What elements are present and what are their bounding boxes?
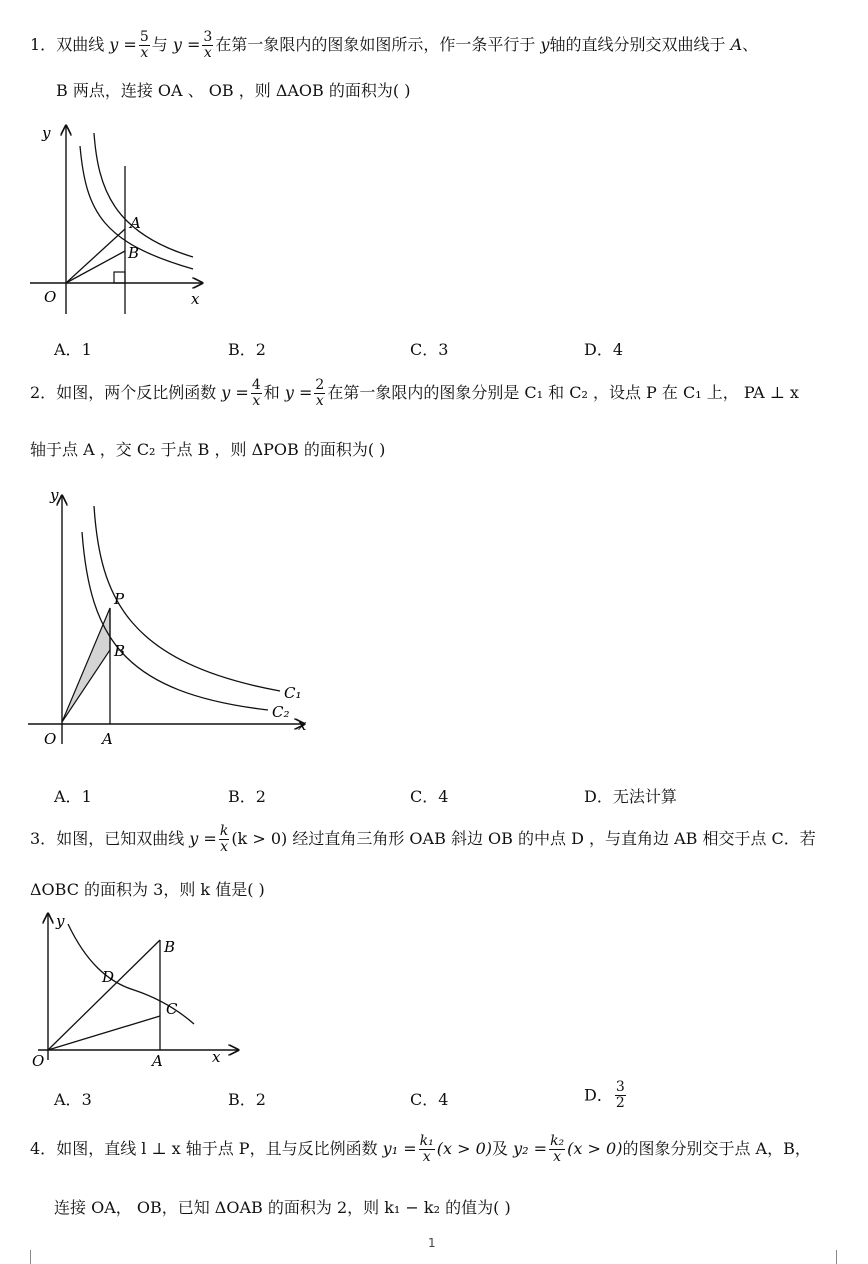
q4-text3: 的图象分别交于点 A，B，	[622, 1139, 811, 1158]
q1-formula1-lhs: y =	[109, 35, 137, 54]
q1-y-var: y	[540, 35, 550, 54]
q1-label-x: x	[191, 290, 200, 308]
q1-option-a[interactable]: A．1	[54, 340, 92, 359]
q4-formula1-fraction: $\frac{\text{k₁}}{x}$	[419, 1133, 434, 1165]
q4-number: 4．	[30, 1139, 57, 1158]
q2-label-y: y	[50, 488, 59, 504]
q1-right-angle-mark	[114, 272, 125, 283]
q1-text4: 轴的直线分别交双曲线于	[549, 35, 726, 54]
footer-left-mark	[30, 1250, 31, 1264]
q1-line2: B 两点，连接 OA 、 OB ，则 ΔAOB 的面积为( )	[56, 81, 411, 100]
q2-label-c2: C₂	[272, 703, 290, 721]
page-number: 1	[428, 1236, 436, 1250]
q2-number: 2．	[30, 383, 57, 402]
q4-line1	[30, 1134, 811, 1165]
q1-formula1-fraction: $\frac{5}{x}$	[139, 29, 149, 61]
q1-curve-5x	[94, 133, 193, 257]
q1-figure	[28, 118, 208, 318]
q2-label-x: x	[298, 716, 307, 734]
q2-option-b[interactable]: B．2	[228, 787, 266, 806]
q1-text-end: 、	[742, 35, 759, 54]
q2-formula2-fraction: $\frac{2}{x}$	[315, 377, 325, 409]
q3-label-b: B	[164, 938, 176, 956]
q2-option-d[interactable]: D．无法计算	[584, 787, 677, 806]
q1-option-d[interactable]: D．4	[584, 340, 624, 359]
q3-option-c[interactable]: C．4	[410, 1090, 449, 1109]
q3-option-b[interactable]: B．2	[228, 1090, 266, 1109]
q3-label-o: O	[32, 1052, 45, 1070]
q1-label-y: y	[42, 124, 51, 142]
q3-line1	[30, 824, 816, 855]
q2-label-a: A	[102, 730, 113, 748]
q3-number: 3．	[30, 829, 57, 848]
q2-option-c[interactable]: C．4	[410, 787, 449, 806]
q3-option-d-fraction: $\frac{3}{2}$	[615, 1079, 625, 1111]
q4-formula2-fraction: $\frac{\text{k₂}}{x}$	[550, 1133, 565, 1165]
q1-text3: 在第一象限内的图象如图所示，作一条平行于	[215, 35, 536, 54]
q1-label-b: B	[128, 244, 140, 262]
q1-label-a: A	[130, 214, 141, 232]
q1-formula2-fraction: $\frac{3}{x}$	[203, 29, 213, 61]
q3-label-a: A	[152, 1052, 163, 1070]
q3-option-a[interactable]: A．3	[54, 1090, 92, 1109]
q2-option-a[interactable]: A．1	[54, 787, 92, 806]
q2-line2: 轴于点 A ，交 C₂ 于点 B ，则 ΔPOB 的面积为( )	[30, 440, 386, 459]
q1-a-var: A	[730, 35, 743, 54]
q2-text3: 在第一象限内的图象分别是 C₁ 和 C₂ ，设点 P 在 C₁ 上， PA ⊥ x	[327, 383, 799, 402]
q4-formula2-lhs: y₂ =	[513, 1139, 548, 1158]
q2-figure	[28, 488, 318, 748]
q3-label-y: y	[56, 912, 65, 930]
q4-line2: 连接 OA， OB，已知 ΔOAB 的面积为 2，则 k₁ − k₂ 的值为( )	[54, 1198, 511, 1217]
q2-formula2-lhs: y =	[284, 383, 313, 402]
q4-text2: 及	[492, 1139, 509, 1158]
q3-line2: ΔOBC 的面积为 3，则 k 值是( )	[30, 880, 265, 899]
q4-formula1-lhs: y₁ =	[382, 1139, 417, 1158]
q3-formula-fraction: $\frac{k}{x}$	[219, 823, 229, 855]
q2-formula1-fraction: $\frac{4}{x}$	[251, 377, 261, 409]
q2-label-p: P	[114, 590, 125, 608]
q2-label-c1: C₁	[284, 684, 302, 702]
q3-text1: 如图，已知双曲线	[56, 829, 185, 848]
q2-text1: 如图，两个反比例函数	[56, 383, 217, 402]
q3-label-d: D	[102, 968, 115, 986]
q1-option-c[interactable]: C．3	[410, 340, 449, 359]
q2-text2: 和	[263, 383, 280, 402]
q1-text2: 与	[151, 35, 168, 54]
q4-formula2-cond: (x > 0)	[567, 1139, 623, 1158]
q3-option-d[interactable]: D． $\frac{3}{2}$	[584, 1079, 625, 1111]
q1-formula2-lhs: y =	[172, 35, 201, 54]
q1-text1: 双曲线	[56, 35, 105, 54]
q2-line1	[30, 378, 799, 409]
q3-figure	[28, 910, 248, 1072]
q3-label-c: C	[166, 1000, 178, 1018]
q2-label-o: O	[44, 730, 57, 748]
q4-text1: 如图，直线 l ⊥ x 轴于点 P，且与反比例函数	[56, 1139, 378, 1158]
q3-text2: (k > 0) 经过直角三角形 OAB 斜边 OB 的中点 D ，与直角边 AB 相交于点 C．若	[231, 829, 816, 848]
q1-option-b[interactable]: B．2	[228, 340, 266, 359]
q1-number: 1．	[30, 35, 57, 54]
q3-formula-lhs: y =	[189, 829, 217, 848]
q4-formula1-cond: (x > 0)	[436, 1139, 492, 1158]
q1-label-o: O	[44, 288, 57, 306]
q2-label-b: B	[114, 642, 126, 660]
q3-label-x: x	[212, 1048, 221, 1066]
q1-line1	[30, 30, 758, 61]
footer-right-mark	[836, 1250, 837, 1264]
q2-formula1-lhs: y =	[221, 383, 249, 402]
